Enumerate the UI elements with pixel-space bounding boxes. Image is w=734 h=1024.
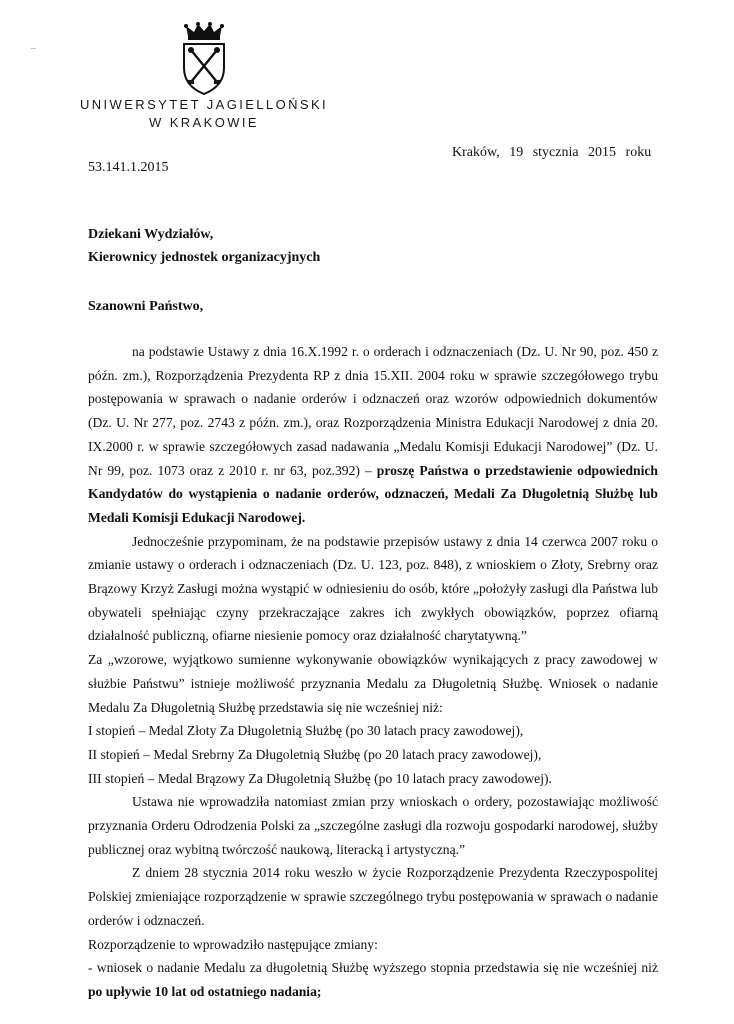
paragraph-4: Ustawa nie wprowadziła natomiast zmian przy wnioskach o ordery, pozostawiając możliwość przyznania Orderu Odrodzenia Polski za „szczególne zasługi dla rozwoju gospodarki narodowej, służby publicznej oraz wybitną twórczość naukową, literacką i artystyczną.” bbox=[88, 794, 658, 857]
addressee-block bbox=[88, 223, 320, 269]
paragraph-1 bbox=[88, 340, 658, 530]
university-name bbox=[78, 96, 330, 132]
medal-level-2: II stopień – Medal Srebrny Za Długoletnią Służbę (po 20 latach pracy zawodowej), bbox=[88, 746, 542, 762]
paragraph-7 bbox=[88, 956, 658, 1003]
scan-speck: ~ bbox=[30, 44, 37, 53]
university-name-line1: UNIWERSYTET JAGIELLOŃSKI bbox=[79, 97, 329, 112]
paragraph-7-bold: po upływie 10 lat od ostatniego nadania; bbox=[88, 983, 322, 999]
university-name-line2: W KRAKOWIE bbox=[149, 115, 259, 130]
paragraph-2: Jednocześnie przypominam, że na podstawie przepisów ustawy z dnia 14 czerwca 2007 roku o zmianie ustawy o orderach i odznaczeniach (Dz. U. 123, poz. 848), z wnioskiem o Złoty, Srebrny oraz Brązowy Krzyż Zasługi można wystąpić w odniesieniu do osób, które „położyły zasługi dla Państwa lub obywateli spełniając czyny przekraczające zakres ich zwykłych obowiązków, poprzez ofiarną działalność publiczną, ofiarne niesienie pomocy oraz działalność charytatywną.” bbox=[88, 533, 658, 644]
letter-body bbox=[88, 340, 658, 1004]
paragraph-7-text: - wniosek o nadanie Medalu za długoletnią Służbę wyższego stopnia przedstawia się nie wcześniej niż bbox=[88, 960, 658, 976]
paragraph-6: Rozporządzenie to wprowadziło następujące zmiany: bbox=[88, 936, 378, 952]
paragraph-3: Za „wzorowe, wyjątkowo sumienne wykonywanie obowiązków wynikających z pracy zawodowej w służbie Państwu” istnieje możliwość przyznania Medalu za Długoletnią Służbę. Wniosek o nadanie Medalu Za Długoletnią Służbę przedstawia się nie wcześniej niż: bbox=[88, 652, 658, 715]
addressee-line2: Kierownicy jednostek organizacyjnych bbox=[88, 250, 321, 265]
salutation: Szanowni Państwo, bbox=[88, 299, 204, 314]
dateline: Kraków, 19 stycznia 2015 roku bbox=[452, 145, 652, 160]
paragraph-1-text: na podstawie Ustawy z dnia 16.X.1992 r. o orderach i odznaczeniach (Dz. U. Nr 90, poz. 450 z późn. zm.), Rozporządzenia Prezydenta RP z dnia 15.XII. 2004 roku w sprawie szczegółowego trybu postępowania w sprawach o nadanie orderów i odznaczeń oraz wzorów odpowiednich dokumentów (Dz. U. Nr 277, poz. 2743 z późn. zm.), oraz Rozporządzenia Ministra Edukacji Narodowej z dnia 20. IX.2000 r. w sprawie szczegółowych zasad nadawania „Medalu Komisji Edukacji Narodowej” (Dz. U. Nr 99, poz. 1073 oraz z 2010 r. nr 63, poz.392) – bbox=[88, 344, 658, 478]
addressee-line1: Dziekani Wydziałów, bbox=[88, 227, 214, 242]
reference-number: 53.141.1.2015 bbox=[88, 160, 169, 175]
medal-level-3: III stopień – Medal Brązowy Za Długoletnią Służbę (po 10 latach pracy zawodowej). bbox=[88, 770, 552, 786]
paragraph-5: Z dniem 28 stycznia 2014 roku weszło w życie Rozporządzenie Prezydenta Rzeczypospolitej Polskiej zmieniające rozporządzenie w sprawie szczególnego trybu postępowania w sprawach o nadanie orderów i odznaczeń. bbox=[88, 865, 658, 928]
university-crest-icon bbox=[176, 22, 232, 96]
medal-level-1: I stopień – Medal Złoty Za Długoletnią Służbę (po 30 latach pracy zawodowej), bbox=[88, 723, 524, 739]
paragraph-1-request: proszę Państwa o przedstawienie odpowiednich Kandydatów do wystąpienia o nadanie orderów, odznaczeń, Medali Za Długoletnią Służbę lub Medali Komisji Edukacji Narodowej. bbox=[88, 462, 658, 525]
